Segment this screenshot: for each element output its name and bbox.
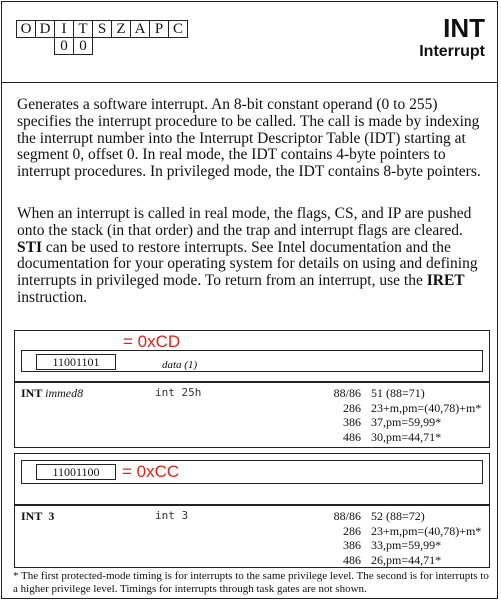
timing-footnote: * The first protected-mode timing is for interrupts to the same privilege level. The second is for interrupts to a higher privilege level. Timings for interrupts through task gates are not shown. bbox=[13, 570, 489, 595]
clocks: 33,pm=59,99* bbox=[371, 538, 442, 552]
form-mnemonic: INT bbox=[21, 509, 43, 523]
description-text: can be used to restore interrupts. See Intel documentation and the documentation for your operating system for details on using and defining interrupts in privileged mode. To return from an interrupt, use the bbox=[17, 238, 478, 290]
iret-keyword: IRET bbox=[426, 272, 465, 290]
flag-name: O bbox=[17, 21, 36, 38]
clocks: 23+m,pm=(40,78)+m* bbox=[371, 400, 482, 415]
flag-name: P bbox=[150, 21, 169, 38]
flag-value bbox=[169, 38, 188, 55]
encoding-band bbox=[15, 454, 489, 506]
clocks: 26,pm=44,71* bbox=[371, 552, 442, 567]
instruction-form bbox=[21, 386, 83, 401]
hex-annotation: = 0xCD bbox=[123, 332, 181, 351]
opcode-box: 11001101 bbox=[36, 354, 116, 370]
flag-value bbox=[36, 38, 55, 55]
encoding-bar bbox=[21, 350, 483, 372]
form-operand: immed8 bbox=[45, 386, 84, 400]
clocks: 23+m,pm=(40,78)+m* bbox=[371, 523, 482, 538]
reference-page bbox=[1, 1, 498, 599]
description-paragraph-1: Generates a software interrupt. An 8-bit constant operand (0 to 255) specifies the interrupt procedure to be called. The call is made by indexing the interrupt number into the Interrupt Descriptor Table (IDT) starting at segment 0, offset 0. In real mode, the IDT contains 4-byte pointers to interrupt procedures. In privileged mode, the IDT contains 8-byte pointers. bbox=[17, 96, 481, 181]
instruction-title bbox=[419, 14, 485, 62]
flag-name: C bbox=[169, 21, 188, 38]
flag-value bbox=[131, 38, 150, 55]
instruction-subtitle: Interrupt bbox=[419, 43, 485, 60]
timing-table bbox=[313, 509, 481, 567]
timing-row bbox=[313, 415, 481, 430]
encoding-band bbox=[15, 331, 489, 383]
opcode-box: 11001100 bbox=[36, 464, 116, 480]
flag-name: Z bbox=[112, 21, 131, 38]
flags-table bbox=[16, 20, 188, 55]
timing-row bbox=[313, 430, 481, 445]
flag-value bbox=[17, 38, 36, 55]
clocks: 51 (88=71) bbox=[371, 386, 425, 400]
processor: 486 bbox=[343, 429, 361, 444]
processor: 286 bbox=[343, 523, 361, 538]
hex-annotation: = 0xCC bbox=[122, 462, 180, 481]
timing-row bbox=[313, 401, 481, 416]
timing-row bbox=[313, 386, 481, 401]
description-text: instruction. bbox=[17, 288, 88, 306]
description-paragraph-2 bbox=[17, 206, 485, 307]
processor: 386 bbox=[343, 415, 361, 429]
form-operand: 3 bbox=[48, 509, 55, 523]
flag-name: A bbox=[131, 21, 150, 38]
header-divider bbox=[2, 82, 497, 83]
flag-value bbox=[93, 38, 112, 55]
processor: 486 bbox=[343, 552, 361, 567]
form-mnemonic: INT bbox=[21, 386, 43, 400]
processor: 386 bbox=[343, 538, 361, 552]
flag-name: D bbox=[36, 21, 55, 38]
timing-row bbox=[313, 524, 481, 539]
flag-name: I bbox=[55, 21, 74, 38]
clocks: 37,pm=59,99* bbox=[371, 415, 442, 429]
flag-value bbox=[112, 38, 131, 55]
flag-name: T bbox=[74, 21, 93, 38]
processor: 88/86 bbox=[333, 386, 361, 400]
instruction-form bbox=[21, 509, 54, 524]
flag-names-row bbox=[17, 21, 188, 38]
operand-label: data (1) bbox=[162, 359, 198, 371]
code-example: int 25h bbox=[155, 386, 202, 399]
encoding-table-immed8 bbox=[14, 330, 490, 448]
clocks: 30,pm=44,71* bbox=[371, 429, 442, 444]
processor: 88/86 bbox=[333, 509, 361, 523]
description-text: When an interrupt is called in real mode, the flags, CS, and IP are pushed onto the stack (in that order) and the trap and interrupt flags are cleared. bbox=[17, 205, 472, 239]
timing-table bbox=[313, 386, 481, 444]
flag-name: S bbox=[93, 21, 112, 38]
timing-row bbox=[313, 553, 481, 568]
flag-values-row bbox=[17, 38, 188, 55]
processor: 286 bbox=[343, 400, 361, 415]
timing-row bbox=[313, 538, 481, 553]
encoding-bar bbox=[21, 460, 483, 484]
sti-keyword: STI bbox=[17, 238, 42, 256]
flag-value: 0 bbox=[55, 38, 74, 55]
mnemonic-heading: INT bbox=[443, 13, 485, 43]
code-example: int 3 bbox=[155, 509, 189, 522]
flag-value: 0 bbox=[74, 38, 93, 55]
clocks: 52 (88=72) bbox=[371, 509, 425, 523]
timing-row bbox=[313, 509, 481, 524]
flag-value bbox=[150, 38, 169, 55]
encoding-table-int3 bbox=[14, 453, 490, 568]
